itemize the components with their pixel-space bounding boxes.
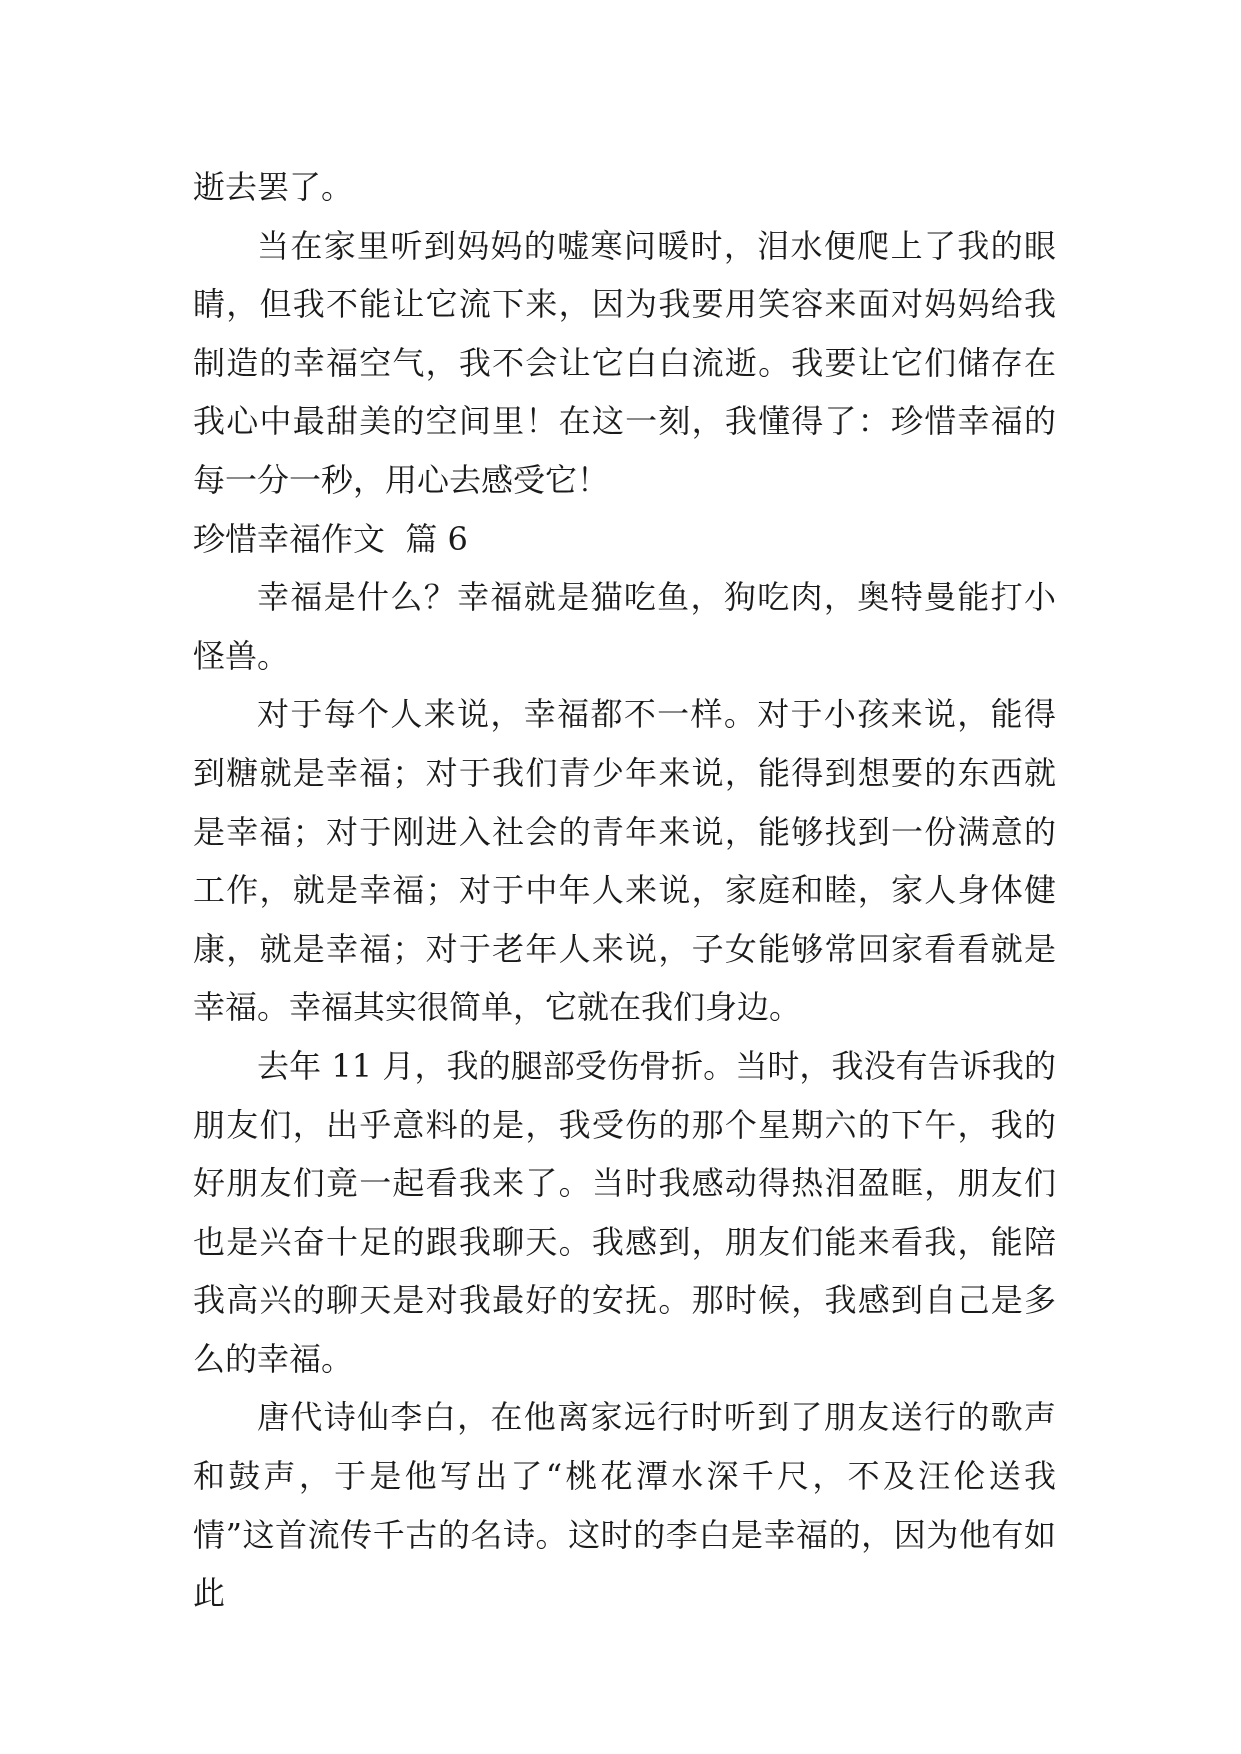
paragraph: 幸福是什么？幸福就是猫吃鱼，狗吃肉，奥特曼能打小怪兽。: [193, 578, 1056, 675]
paragraph: 当在家里听到妈妈的嘘寒问暖时，泪水便爬上了我的眼睛，但我不能让它流下来，因为我要用笑容来面对妈妈给我制造的幸福空气，我不会让它白白流逝。我要让它们储存在我心中最甜美的空间里！在这一刻，我懂得了：珍惜幸福的每一分一秒，用心去感受它！: [193, 226, 1056, 499]
paragraph: 唐代诗仙李白，在他离家远行时听到了朋友送行的歌声和鼓声，于是他写出了“桃花潭水深千尺，不及汪伦送我情”这首流传千古的名诗。这时的李白是幸福的，因为他有如此: [193, 1398, 1056, 1613]
paragraph: 去年 11 月，我的腿部受伤骨折。当时，我没有告诉我的朋友们，出乎意料的是，我受伤的那个星期六的下午，我的好朋友们竟一起看我来了。当时我感动得热泪盈眶，朋友们也是兴奋十足的跟我聊天。我感到，朋友们能来看我，能陪我高兴的聊天是对我最好的安抚。那时候，我感到自己是多么的幸福。: [193, 1046, 1056, 1378]
document-body: [193, 158, 1056, 1623]
paragraph: 对于每个人来说，幸福都不一样。对于小孩来说，能得到糖就是幸福；对于我们青少年来说，能得到想要的东西就是幸福；对于刚进入社会的青年来说，能够找到一份满意的工作，就是幸福；对于中年人来说，家庭和睦，家人身体健康，就是幸福；对于老年人来说，子女能够常回家看看就是幸福。幸福其实很简单，它就在我们身边。: [193, 695, 1056, 1027]
section-heading: 珍惜幸福作文 篇 6: [193, 519, 468, 558]
paragraph-continuation: 逝去罢了。: [193, 168, 354, 206]
